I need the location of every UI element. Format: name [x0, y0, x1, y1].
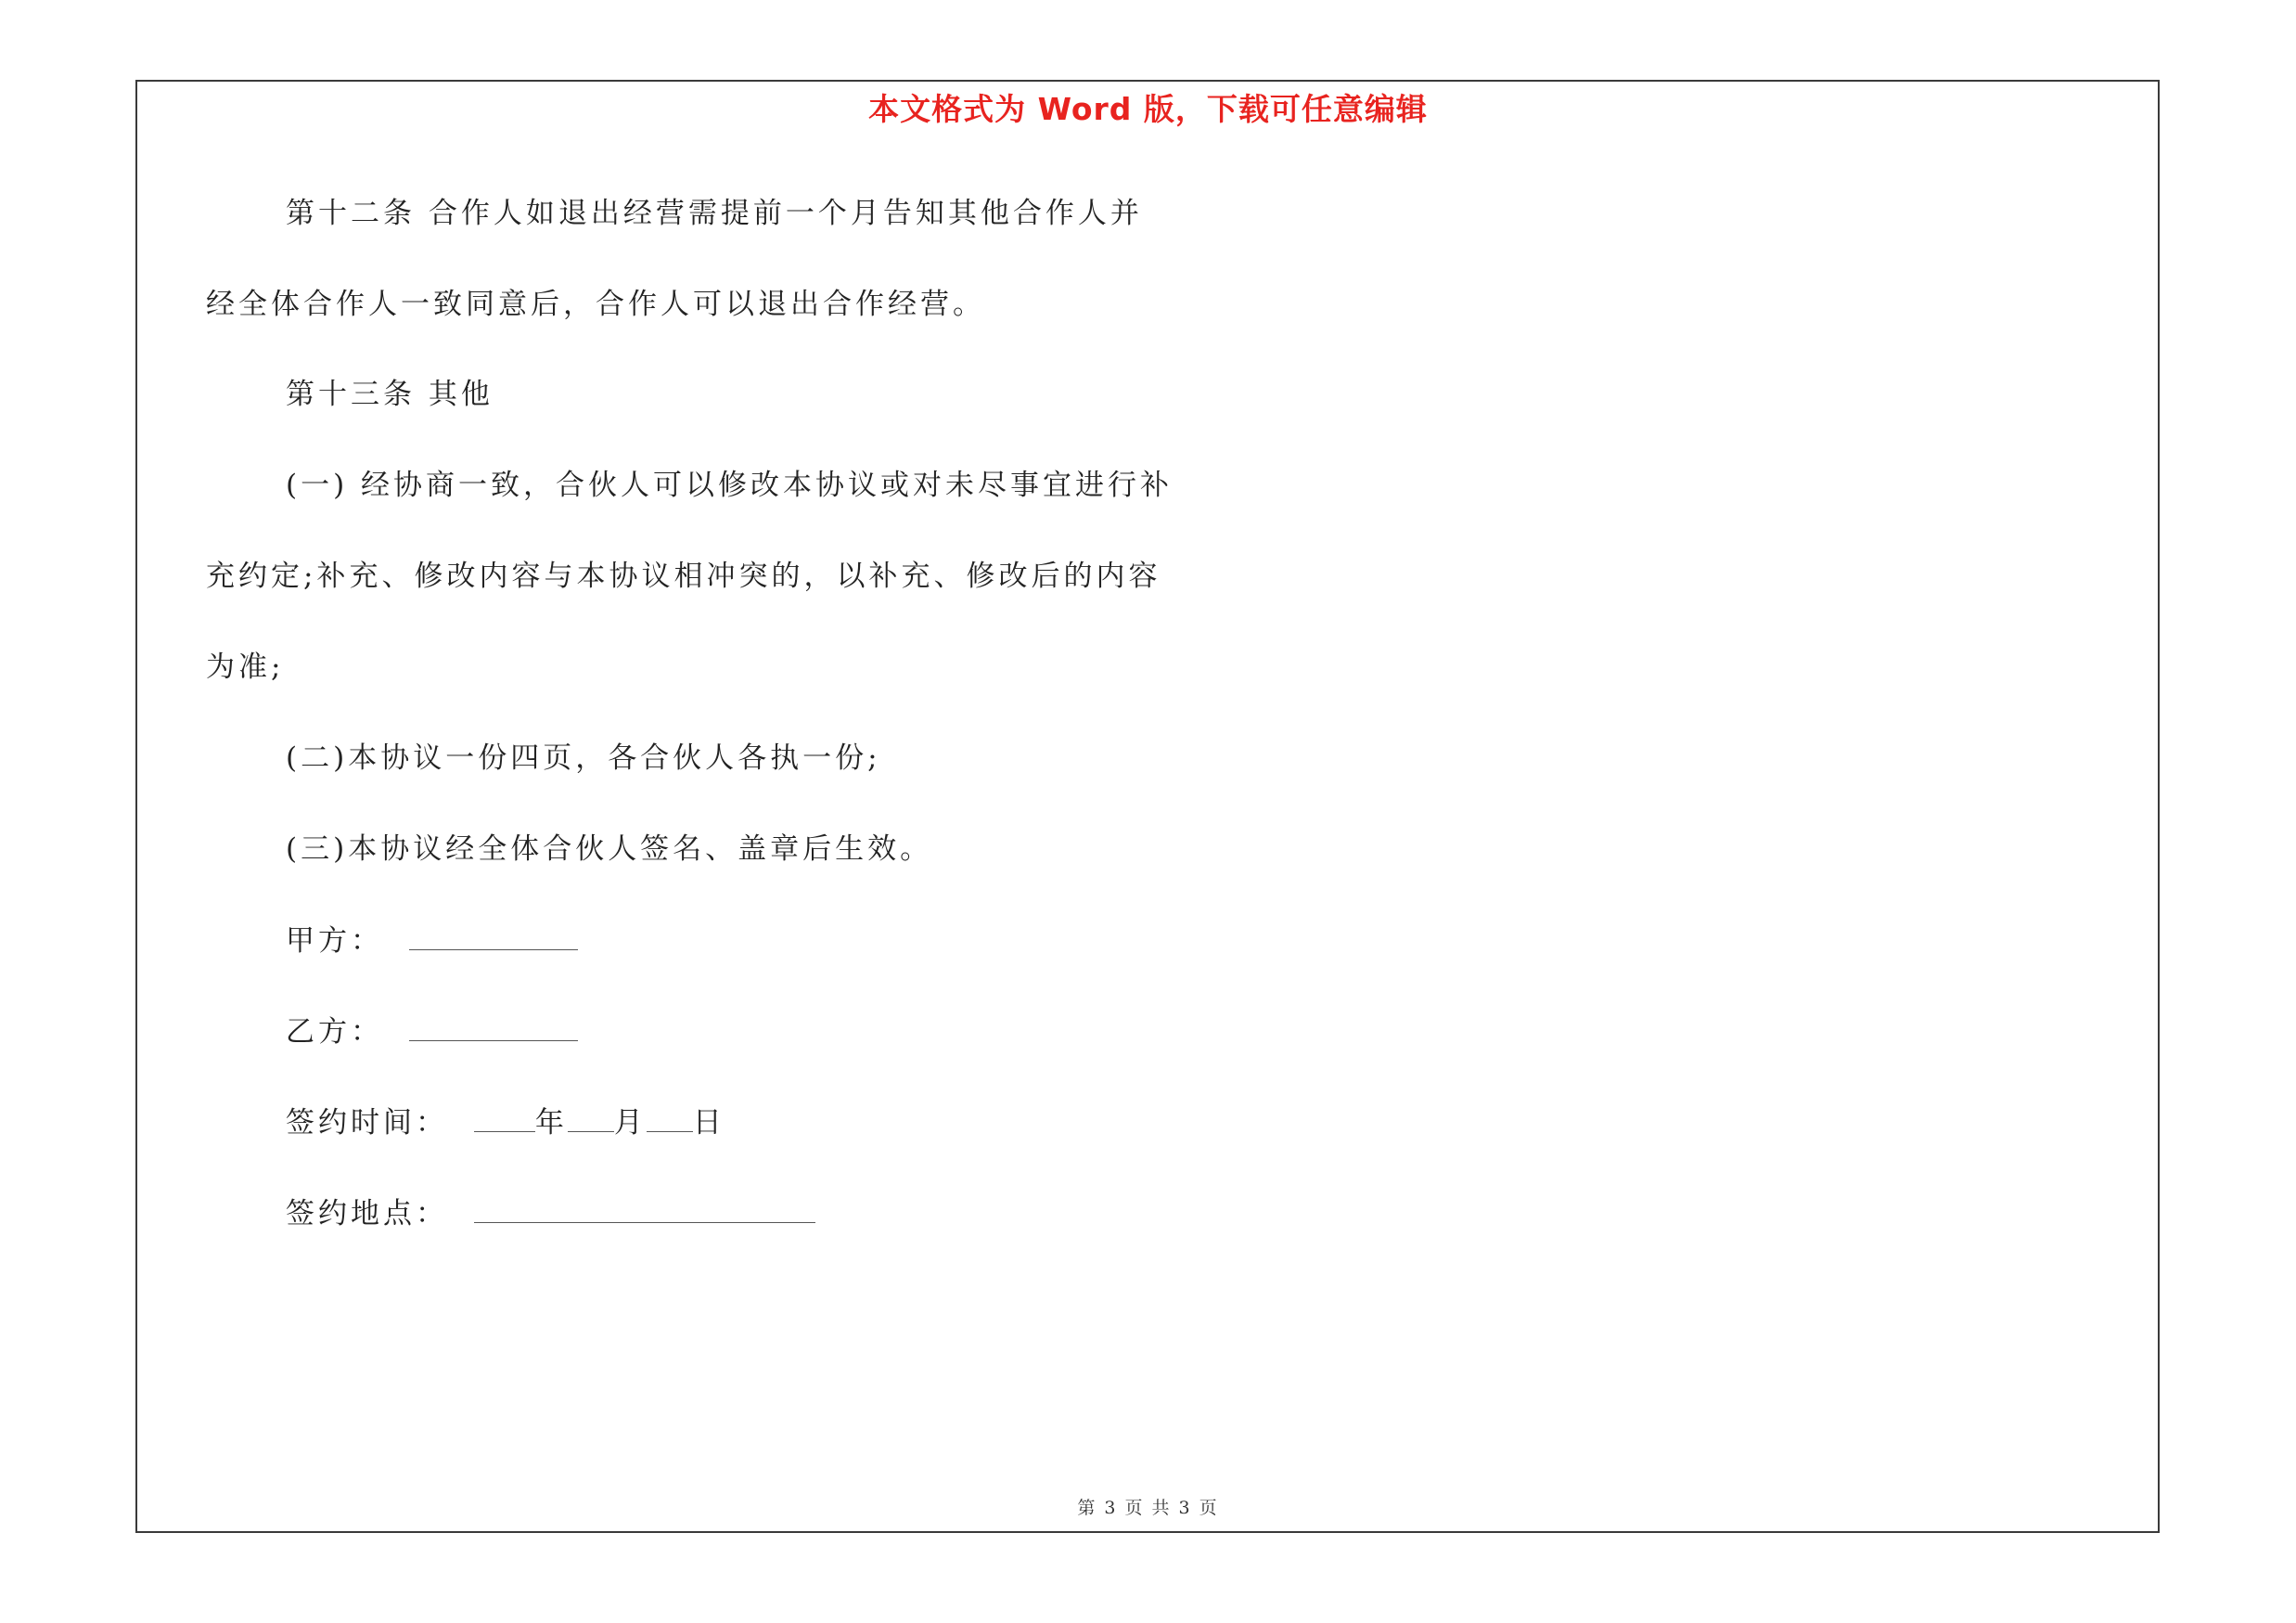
signing-date-label: 签约时间：	[286, 1106, 448, 1140]
footer-total-pages: 3	[1178, 1498, 1192, 1518]
party-b-label: 乙方：	[286, 1015, 383, 1049]
article-13-title: 第十三条 其他	[286, 378, 494, 411]
party-a-label: 甲方：	[286, 924, 383, 958]
page-footer	[0, 1494, 2296, 1519]
party-a-signature-field[interactable]	[409, 921, 578, 950]
footer-page-unit: 页	[1124, 1498, 1145, 1518]
word-format-banner: 本文格式为 Word 版，下载可任意编辑	[868, 91, 1428, 127]
signing-year-field[interactable]	[474, 1103, 535, 1132]
signing-date-row	[286, 1103, 725, 1141]
article-13-item-1-line-1: (一) 经协商一致，合伙人可以修改本协议或对未尽事宜进行补	[286, 469, 1174, 502]
day-unit: 日	[692, 1106, 725, 1140]
article-13-item-1-line-2: 充约定;补充、修改内容与本协议相冲突的，以补充、修改后的内容	[206, 560, 1161, 593]
article-13-item-3: (三)本协议经全体合伙人签名、盖章后生效。	[286, 832, 933, 866]
signing-month-field[interactable]	[568, 1103, 614, 1132]
signing-day-field[interactable]	[647, 1103, 693, 1132]
article-13-item-1-line-3: 为准;	[206, 650, 285, 684]
article-13-item-2: (二)本协议一份四页，各合伙人各执一份;	[286, 741, 881, 775]
year-unit: 年	[534, 1106, 568, 1140]
signing-place-label: 签约地点：	[286, 1197, 448, 1230]
party-b-signature-field[interactable]	[409, 1012, 578, 1041]
party-a-row	[286, 921, 578, 960]
footer-current-page: 3	[1104, 1498, 1118, 1518]
footer-total-prefix: 共	[1151, 1498, 1172, 1518]
signing-place-field[interactable]	[474, 1194, 815, 1223]
footer-prefix: 第	[1077, 1498, 1097, 1518]
signing-place-row	[286, 1194, 815, 1232]
month-unit: 月	[613, 1106, 647, 1140]
article-12-line-1: 第十二条 合作人如退出经营需提前一个月告知其他合作人并	[286, 197, 1143, 230]
party-b-row	[286, 1012, 578, 1050]
article-12-line-2: 经全体合作人一致同意后，合作人可以退出合作经营。	[206, 288, 985, 321]
footer-total-unit: 页	[1199, 1498, 1219, 1518]
